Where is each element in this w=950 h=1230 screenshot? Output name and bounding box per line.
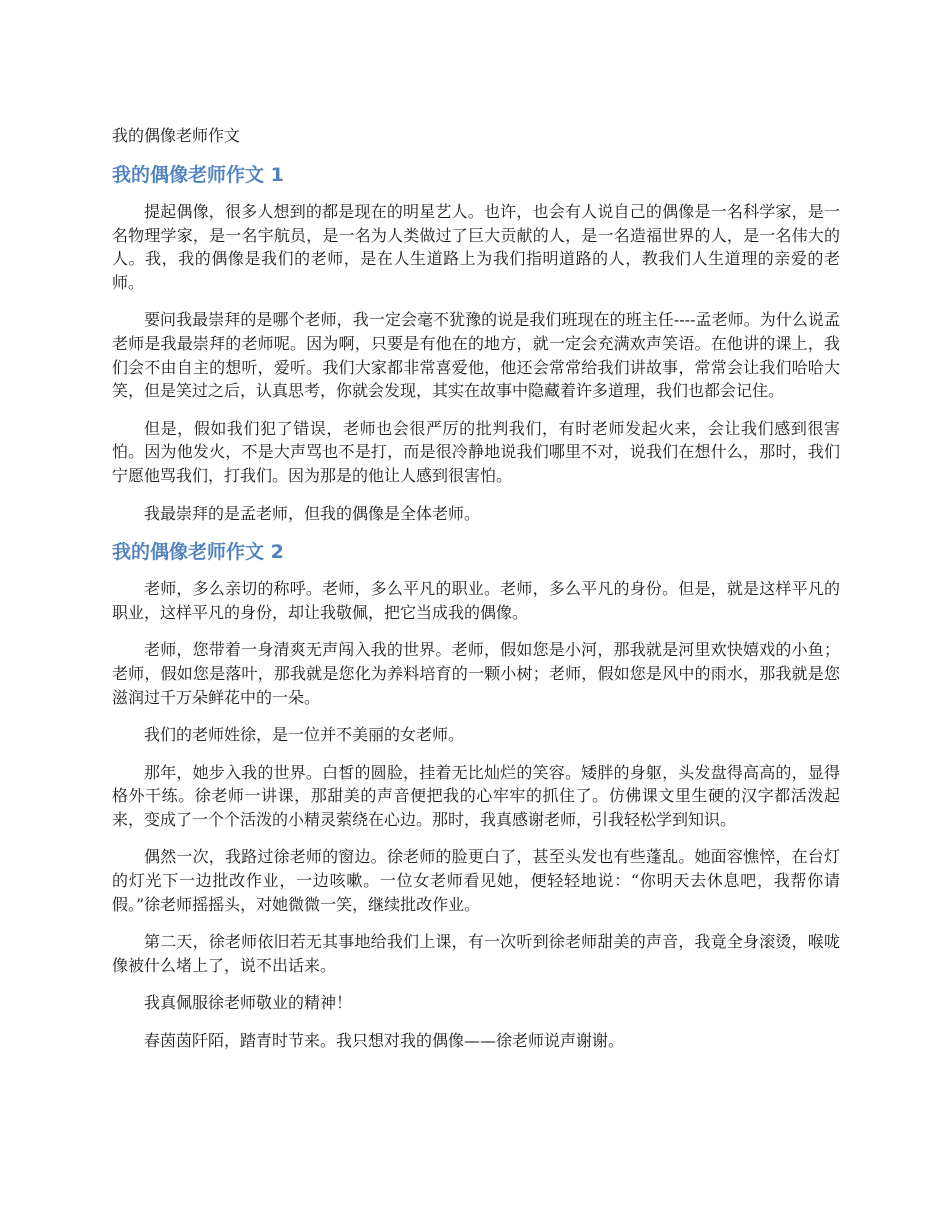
essay-section-2	[112, 539, 840, 1053]
paragraph: 春茵茵阡陌，踏青时节来。我只想对我的偶像——徐老师说声谢谢。	[144, 1031, 625, 1051]
document-page	[112, 124, 840, 1067]
paragraph: 我最崇拜的是孟老师，但我的偶像是全体老师。	[144, 503, 481, 523]
paragraph: 老师，多么亲切的称呼。老师，多么平凡的职业。老师，多么平凡的身份。但是，就是这样平凡的职业，这样平凡的身份，却让我敬佩，把它当成我的偶像。	[112, 579, 840, 622]
section-heading: 我的偶像老师作文 1	[112, 164, 284, 186]
paragraph: 偶然一次，我路过徐老师的窗边。徐老师的脸更白了，甚至头发也有些蓬乱。她面容憔悴，在台灯的灯光下一边批改作业，一边咳嗽。一位女老师看见她，便轻轻地说：“你明天去休息吧，我帮你请假。”徐老师摇摇头，对她微微一笑，继续批改作业。	[112, 847, 840, 914]
paragraph: 我们的老师姓徐，是一位并不美丽的女老师。	[144, 725, 465, 745]
paragraph: 那年，她步入我的世界。白皙的圆脸，挂着无比灿烂的笑容。矮胖的身躯，头发盘得高高的，显得格外干练。徐老师一讲课，那甜美的声音便把我的心牢牢的抓住了。仿佛课文里生硬的汉字都活泼起来，变成了一个个活泼的小精灵萦绕在心边。那时，我真感谢老师，引我轻松学到知识。	[112, 762, 840, 829]
section-heading: 我的偶像老师作文 2	[112, 541, 284, 564]
paragraph: 要问我最崇拜的是哪个老师，我一定会毫不犹豫的说是我们班现在的班主任----孟老师。为什么说孟老师是我最崇拜的老师呢。因为啊，只要是有他在的地方，就一定会充满欢声笑语。在他讲的课上，我们会不由自主的想听，爱听。我们大家都非常喜爱他，他还会常常给我们讲故事，常常会让我们哈哈大笑，但是笑过之后，认真思考，你就会发现，其实在故事中隐藏着许多道理，我们也都会记住。	[112, 310, 840, 401]
paragraph: 第二天，徐老师依旧若无其事地给我们上课，有一次听到徐老师甜美的声音，我竟全身滚烫，喉咙像被什么堵上了，说不出话来。	[112, 932, 840, 975]
paragraph: 但是，假如我们犯了错误，老师也会很严厉的批判我们，有时老师发起火来，会让我们感到很害怕。因为他发火，不是大声骂也不是打，而是很冷静地说我们哪里不对，说我们在想什么，那时，我们宁愿他骂我们，打我们。因为那是的他让人感到很害怕。	[112, 418, 840, 485]
document-title: 我的偶像老师作文	[112, 126, 241, 145]
essay-section-1	[112, 162, 840, 525]
paragraph: 我真佩服徐老师敬业的精神！	[144, 993, 353, 1013]
paragraph: 老师，您带着一身清爽无声闯入我的世界。老师，假如您是小河，那我就是河里欢快嬉戏的小鱼；老师，假如您是落叶，那我就是您化为养料培育的一颗小树；老师，假如您是风中的雨水，那我就是您滋润过千万朵鲜花中的一朵。	[112, 640, 840, 707]
paragraph: 提起偶像，很多人想到的都是现在的明星艺人。也许，也会有人说自己的偶像是一名科学家，是一名物理学家，是一名宇航员，是一名为人类做过了巨大贡献的人，是一名造福世界的人，是一名伟大的人。我，我的偶像是我们的老师，是在人生道路上为我们指明道路的人，教我们人生道理的亲爱的老师。	[112, 202, 840, 292]
